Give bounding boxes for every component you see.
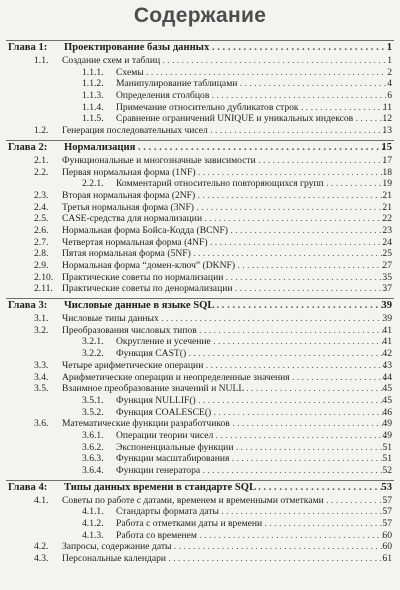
toc-entry-title: Типы данных времени в стандарте SQL . . . <box>64 481 386 495</box>
toc-entry-title: Вторая нормальная форма (2NF) . . . <box>62 190 386 202</box>
toc-entry-title: Пятая нормальная форма (5NF) . . . <box>62 248 386 260</box>
toc-entry-title: Манипулирование таблицами . . . <box>116 78 386 90</box>
toc-entry-title: Создание схем и таблиц . . . <box>62 55 386 67</box>
toc-entry-title: Операции теории чисел . . . <box>116 430 386 442</box>
toc-entry-number: 1.1.1. <box>82 66 104 78</box>
toc-page-number: 44 <box>382 371 392 383</box>
toc-page-number: 11 <box>382 101 392 113</box>
toc-entry-number: 2.2. <box>34 166 49 178</box>
toc-entry-number: 1.1.2. <box>82 78 104 90</box>
toc-page-number: 42 <box>382 348 392 360</box>
toc-entry-title: Запросы, содержание даты . . . <box>62 541 386 553</box>
toc-entry-row[interactable] <box>0 125 400 137</box>
toc-entry-title: Советы по работе с датами, временем и временными отметками . . . <box>62 495 386 507</box>
toc-entry-title: Математические функции разработчиков . . . <box>62 418 386 430</box>
toc-entry-row[interactable] <box>0 248 400 260</box>
toc-entry-number: 1.1.4. <box>82 101 104 113</box>
toc-page-number: 57 <box>382 494 392 506</box>
toc-entry-number: Глава 1: <box>8 42 48 53</box>
toc-entry-row[interactable] <box>0 178 400 190</box>
toc-entry-row[interactable] <box>0 442 400 454</box>
toc-page-number: 21 <box>382 201 392 213</box>
toc-page-number: 12 <box>382 113 392 125</box>
toc-entry-number: 1.1. <box>34 55 49 66</box>
toc-page-number: 57 <box>382 506 392 518</box>
toc-entry-row[interactable] <box>0 518 400 530</box>
toc-page-number: 6 <box>387 90 392 102</box>
table-of-contents <box>0 40 400 565</box>
toc-entry-title: Арифметические операции и неопределенные значения . . . <box>62 372 386 384</box>
toc-entry-number: Глава 3: <box>8 300 48 312</box>
toc-entry-number: 3.2. <box>34 324 49 336</box>
toc-chapter-row[interactable] <box>0 41 400 55</box>
toc-chapter-row[interactable] <box>0 299 400 313</box>
toc-entry-row[interactable] <box>0 372 400 384</box>
toc-entry-number: 1.1.3. <box>82 90 104 102</box>
toc-entry-number: 2.10. <box>34 271 54 283</box>
toc-page-number: 41 <box>382 336 392 348</box>
toc-entry-number: 1.2. <box>34 125 49 137</box>
toc-entry-number: 4.1.1. <box>82 506 104 518</box>
toc-entry-number: 2.11. <box>34 283 53 295</box>
toc-entry-title: Определения столбцов . . . <box>116 90 386 102</box>
toc-entry-title: Функциональные и многозначные зависимости . . . <box>62 155 386 167</box>
toc-entry-title: Проектирование базы данных . . . <box>64 41 386 55</box>
toc-entry-number: 2.6. <box>34 224 49 236</box>
toc-page-number: 17 <box>382 154 392 166</box>
toc-page-number: 24 <box>382 236 392 248</box>
toc-entry-row[interactable] <box>0 360 400 372</box>
toc-entry-title: Числовые типы данных . . . <box>62 313 386 325</box>
toc-entry-number: 2.7. <box>34 236 49 248</box>
toc-page-number: 61 <box>382 553 392 565</box>
toc-entry-row[interactable] <box>0 395 400 407</box>
toc-entry-row[interactable] <box>0 78 400 90</box>
toc-page-number: 39 <box>381 300 392 312</box>
toc-entry-row[interactable] <box>0 55 400 67</box>
toc-entry-row[interactable] <box>0 90 400 102</box>
toc-entry-number: 3.4. <box>34 371 49 383</box>
toc-entry-title: Схемы . . . <box>116 67 386 79</box>
toc-entry-number: 3.6. <box>34 418 49 430</box>
toc-entry-row[interactable] <box>0 202 400 214</box>
toc-entry-number: 4.3. <box>34 553 49 565</box>
toc-page-number: 22 <box>382 213 392 225</box>
toc-entry-title: Первая нормальная форма (1NF) . . . <box>62 167 386 179</box>
toc-entry-number: 3.6.3. <box>82 453 104 465</box>
toc-page-number: 51 <box>382 453 392 465</box>
toc-page-number: 1 <box>387 55 392 66</box>
toc-entry-number: 4.1.3. <box>82 529 104 541</box>
toc-page-number: 25 <box>382 248 392 260</box>
toc-entry-number: 3.2.1. <box>82 336 104 348</box>
page-title: Содержание <box>133 4 267 27</box>
toc-entry-row[interactable] <box>0 383 400 395</box>
toc-entry-title: Работа с отметками даты и времени . . . <box>116 518 386 530</box>
toc-entry-title: Округление и усечение . . . <box>116 336 386 348</box>
toc-entry-number: 2.2.1. <box>82 178 104 190</box>
toc-page-number: 43 <box>382 359 392 371</box>
toc-entry-number: 3.6.1. <box>82 429 104 441</box>
toc-entry-row[interactable] <box>0 325 400 337</box>
toc-entry-title: Персональные календари . . . <box>62 553 386 565</box>
toc-entry-row[interactable] <box>0 418 400 430</box>
toc-entry-row[interactable] <box>0 272 400 284</box>
toc-entry-title: Примечание относительно дубликатов строк . . . <box>116 102 386 114</box>
toc-entry-row[interactable] <box>0 453 400 465</box>
toc-entry-row[interactable] <box>0 495 400 507</box>
toc-entry-number: 2.1. <box>34 154 49 166</box>
toc-entry-title: Взаимное преобразование значений и NULL . . . <box>62 383 386 395</box>
toc-entry-title: Числовые данные в языке SQL . . . <box>64 299 386 313</box>
toc-entry-number: 3.3. <box>34 359 49 371</box>
toc-entry-number: 3.5.1. <box>82 394 104 406</box>
toc-entry-title: Функция COALESCE() . . . <box>116 407 386 419</box>
toc-page-number: 15 <box>381 141 392 153</box>
toc-entry-title: Сравнение ограничений UNIQUE и уникальных индексов . . . <box>116 113 386 125</box>
toc-entry-title: Функции масштабирования . . . <box>116 453 386 465</box>
toc-entry-number: 3.2.2. <box>82 348 104 360</box>
toc-page-number: 37 <box>382 283 392 295</box>
toc-page-number: 51 <box>382 441 392 453</box>
toc-entry-row[interactable] <box>0 283 400 295</box>
toc-entry-title: Практические советы по денормализации . . . <box>62 283 386 295</box>
toc-entry-row[interactable] <box>0 190 400 202</box>
toc-page-number: 35 <box>382 271 392 283</box>
toc-page-number: 21 <box>382 189 392 201</box>
toc-entry-number: 1.1.5. <box>82 113 104 125</box>
toc-page-number: 60 <box>382 541 392 553</box>
toc-entry-number: Глава 2: <box>8 141 48 153</box>
toc-page-number: 53 <box>381 481 392 493</box>
toc-entry-title: Четыре арифметические операции . . . <box>62 360 386 372</box>
toc-entry-title: Комментарий относительно повторяющихся групп . . . <box>116 178 386 190</box>
toc-entry-title: Преобразования числовых типов . . . <box>62 325 386 337</box>
toc-chapter-row[interactable] <box>0 141 400 155</box>
toc-entry-row[interactable] <box>0 213 400 225</box>
toc-page-number: 41 <box>382 324 392 336</box>
toc-entry-number: Глава 4: <box>8 481 48 493</box>
toc-entry-title: Функции генератора . . . <box>116 465 386 477</box>
toc-page-number: 27 <box>382 260 392 271</box>
toc-entry-number: 4.1. <box>34 494 49 506</box>
toc-page-number: 49 <box>382 418 392 430</box>
toc-entry-row[interactable] <box>0 348 400 360</box>
toc-page-number: 2 <box>387 66 392 78</box>
toc-entry-row[interactable] <box>0 67 400 79</box>
toc-entry-title: Функция NULLIF() . . . <box>116 395 386 407</box>
toc-entry-row[interactable] <box>0 167 400 179</box>
toc-entry-title: Нормальная форма Бойса-Кодда (BCNF) . . . <box>62 225 386 237</box>
toc-entry-title: Нормализация . . . <box>64 141 386 155</box>
toc-page-number: 60 <box>382 529 392 541</box>
toc-page-number: 45 <box>382 394 392 406</box>
toc-entry-row[interactable] <box>0 506 400 518</box>
toc-entry-number: 2.3. <box>34 189 49 201</box>
toc-entry-number: 3.1. <box>34 313 49 325</box>
toc-entry-row[interactable] <box>0 465 400 477</box>
toc-entry-title: Стандарты формата даты . . . <box>116 506 386 518</box>
toc-entry-title: Нормальная форма “домен-ключ” (DKNF) . . . <box>62 260 386 272</box>
toc-entry-number: 2.4. <box>34 201 49 213</box>
toc-entry-row[interactable] <box>0 407 400 419</box>
toc-entry-row[interactable] <box>0 113 400 125</box>
toc-entry-title: Третья нормальная форма (3NF) . . . <box>62 202 386 214</box>
toc-entry-row[interactable] <box>0 155 400 167</box>
toc-page-number: 57 <box>382 518 392 530</box>
toc-entry-number: 3.5.2. <box>82 406 104 418</box>
toc-entry-row[interactable] <box>0 530 400 542</box>
toc-entry-number: 4.2. <box>34 541 49 553</box>
toc-entry-number: 2.8. <box>34 248 49 260</box>
toc-entry-number: 2.9. <box>34 260 49 271</box>
toc-entry-number: 3.5. <box>34 383 49 395</box>
toc-entry-title: Генерация последовательных чисел . . . <box>62 125 386 137</box>
toc-entry-title: Четвертая нормальная форма (4NF) . . . <box>62 237 386 249</box>
toc-page-number: 13 <box>382 125 392 137</box>
toc-entry-number: 4.1.2. <box>82 518 104 530</box>
toc-entry-row[interactable] <box>0 225 400 237</box>
toc-page-number: 39 <box>382 313 392 325</box>
toc-entry-row[interactable] <box>0 313 400 325</box>
toc-page-number: 1 <box>386 42 392 53</box>
toc-chapter-row[interactable] <box>0 481 400 495</box>
toc-page-number: 23 <box>382 224 392 236</box>
toc-entry-title: Функция CAST() . . . <box>116 348 386 360</box>
toc-page-number: 4 <box>387 78 392 90</box>
toc-page-number: 18 <box>382 166 392 178</box>
toc-entry-row[interactable] <box>0 336 400 348</box>
toc-entry-number: 2.5. <box>34 213 49 225</box>
toc-entry-title: Практические советы по нормализации . . . <box>62 272 386 284</box>
toc-page-number: 45 <box>382 383 392 395</box>
toc-entry-title: CASE-средства для нормализации . . . <box>62 213 386 225</box>
toc-page-number: 19 <box>382 178 392 190</box>
toc-entry-row[interactable] <box>0 541 400 553</box>
toc-entry-row[interactable] <box>0 553 400 565</box>
toc-entry-row[interactable] <box>0 260 400 272</box>
toc-page-number: 52 <box>382 465 392 476</box>
toc-entry-row[interactable] <box>0 237 400 249</box>
toc-entry-title: Работа со временем . . . <box>116 530 386 542</box>
toc-entry-title: Экспоненциальные функции . . . <box>116 442 386 454</box>
toc-page-number: 49 <box>382 429 392 441</box>
toc-entry-number: 3.6.2. <box>82 441 104 453</box>
toc-entry-row[interactable] <box>0 430 400 442</box>
toc-page-number: 46 <box>382 406 392 418</box>
toc-entry-number: 3.6.4. <box>82 465 104 476</box>
toc-entry-row[interactable] <box>0 102 400 114</box>
